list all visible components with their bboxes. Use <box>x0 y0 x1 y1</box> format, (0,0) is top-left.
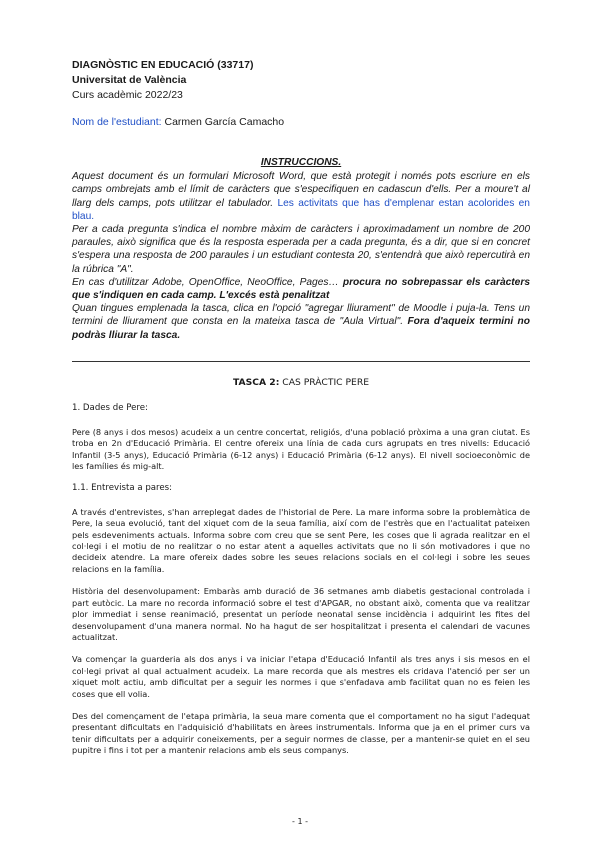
instructions-p4-bold: Fora d'aqueix termini no podràs lliurar la tasca. <box>72 316 530 341</box>
section-1-paragraph[interactable]: Pere (8 anys i dos mesos) acudeix a un centre concertat, religiós, d'una població pròxima a una gran ciutat. Es troba en 2n d'Educació Primària. El centre ofereix una línia de cada curs agrupats en tres nivells: Educació Infantil (3-5 anys), Educació Primària (6-12 anys) i Educació Primària (6-12 anys). El nivell socioeconòmic de les famílies és mig-alt. <box>72 426 530 472</box>
instructions-p3-bold: procura no sobrepassar els caràcters que s'indiquen en cada camp. L'excés està penalitzat <box>72 276 530 302</box>
interview-paragraph-1[interactable]: A través d'entrevistes, s'han arreplegat dades de l'historial de Pere. La mare informa sobre la problemàtica de Pere, la seua evolució, tant del xiquet com de la seua família, així com de l'estrès que en l'actualitat pateixen pels esdeveniments actuals. Informa sobre com creu que se sent Pere, les coses que li agrada realitzar en el col·legi i el motiu de no realitzar o no estar atent a aquelles activitats que no li són motivadores i que no decideix atendre. La mare ofereix dades sobre les seues relacions socials en el col·legi i sobre les seues relacions en la família. <box>72 506 530 574</box>
section-heading-1: 1. Dades de Pere: <box>72 403 148 414</box>
section-heading-1-1: 1.1. Entrevista a pares: <box>72 483 173 494</box>
task-name: CAS PRÀCTIC PERE <box>282 377 370 388</box>
academic-year: Curs acadèmic 2022/23 <box>72 89 183 101</box>
page-number: - 1 - <box>292 817 308 826</box>
student-field <box>72 116 284 128</box>
task-title <box>72 377 530 388</box>
university-name: Universitat de València <box>72 74 187 86</box>
instructions-p1-blue: Les activitats que has d'emplenar estan acolorides en blau. <box>72 197 530 222</box>
section-divider <box>72 361 530 362</box>
instructions-paragraph <box>72 302 530 342</box>
instructions-paragraph: Per a cada pregunta s'indica el nombre màxim de caràcters i aproximadament un nombre de 200 paraules, això significa que és la resposta esperada per a cada pregunta, és a dir, que si en concret s'espera una resposta de 200 paraules i un estudiant contesta 20, s'entendrà que això repercutirà en la rúbrica "A". <box>72 224 530 275</box>
student-label: Nom de l'estudiant: <box>72 116 162 128</box>
course-title: DIAGNÒSTIC EN EDUCACIÓ (33717) <box>72 59 254 71</box>
task-label: TASCA 2: <box>232 377 280 388</box>
instructions-p1-text: Aquest document és un formulari Microsoft Word, que està protegit i només pots escriure en els camps ombrejats amb el límit de caràcters que s'especifiquen en cadascun d'ells. Per a moure't al llarg dels camps, pots utilitzar el tabulador. <box>72 171 530 209</box>
document-header <box>72 58 253 103</box>
instructions-p4-text: Quan tingues emplenada la tasca, clica en l'opció "agregar lliurament" de Moodle i puja-la. Tens un termini de lliurament que consta en la mateixa tasca de "Aula Virtual". <box>72 303 530 328</box>
interview-paragraph-3[interactable]: Va començar la guarderia als dos anys i va iniciar l'etapa d'Educació Infantil als tres anys i sis mesos en el col·legi privat al qual actualment acudeix. La mare recorda que als mestres els cridava l'atenció per ser un xiquet molt actiu, amb dificultat per a seguir les normes i que s'enfadava amb facilitat quan no es feien les coses que ell volia. <box>72 654 530 699</box>
task-body <box>72 377 530 768</box>
instructions-block <box>72 156 530 342</box>
instructions-p3-text: En cas d'utilitzar Adobe, OpenOffice, NeoOffice, Pages… <box>72 276 339 288</box>
student-name[interactable]: Carmen García Camacho <box>164 116 285 128</box>
instructions-paragraph <box>72 276 530 302</box>
instructions-paragraph <box>72 170 530 223</box>
interview-paragraph-4[interactable]: Des del començament de l'etapa primària, la seua mare comenta que el comportament no ha sigut l'adequat presentant dificultats en l'adquisició d'habilitats en àrees instrumentals. Informa que ja en el primer curs va tenir dificultats per a adquirir coneixements, per a seguir normes de classe, per a mantenir-se quiet en el seu pupitre i fins i tot per a mantenir relacions amb els seus companys. <box>72 710 530 756</box>
instructions-title: INSTRUCCIONS. <box>260 157 342 168</box>
interview-paragraph-2[interactable]: Història del desenvolupament: Embaràs amb duració de 36 setmanes amb diabetis gestacional controlada i part eutòcic. La mare no recorda informació sobre el test d'APGAR, no obstant això, comenta que va realitzar plor immediat i sense reanimació, presentat un període neonatal sense incidència i adquirint les fites del desenvolupament d'una manera normal. No ha hagut de ser hospitalitzat i presenta el calendari de vacunes actualitzat. <box>72 586 530 642</box>
